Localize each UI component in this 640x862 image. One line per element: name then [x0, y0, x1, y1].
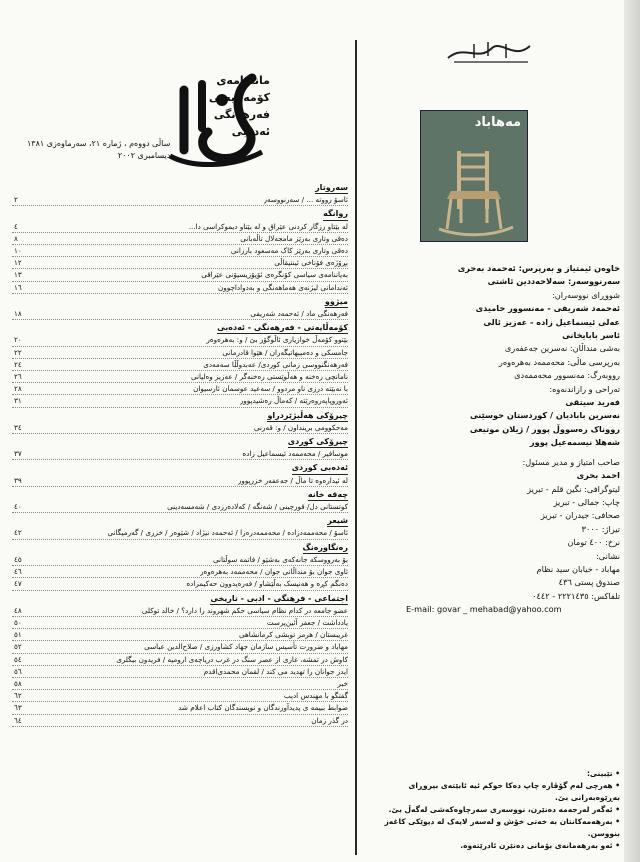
chair-illustration-icon — [421, 111, 527, 241]
toc-title: یادداشت / جعفر آئین‌پرست — [266, 617, 348, 627]
toc-page: ٢٨ — [14, 384, 22, 394]
toc-row — [12, 245, 348, 257]
toc-title: ئاسۆ / محەممەدزادە / محەممەدرەزا / ئەحمەد نیژاد / شێوەر / خزری / گەرمیگانی — [107, 528, 348, 538]
toc-page: ١٣ — [14, 270, 22, 280]
toc-page: ٤ — [14, 221, 18, 231]
toc-title: با نەبێتە درزی ناو مردوو / سەعید عوسمان ئارسیوان — [193, 384, 348, 394]
design-heading: تەراحی و رازاندنەوە: — [549, 383, 620, 394]
toc-title: بەیاننامەی سیاسی کۆنگرەی ئۆپۆزیسیۆنی عێراقی — [201, 270, 348, 280]
toc-page: ١٠ — [14, 246, 22, 256]
toc-page: ٤٥ — [14, 554, 22, 564]
toc-title: ئاسۆ رووتە ... / سەرنووسەر — [263, 195, 348, 205]
note-item: • بەرهەمەکانتان بە خەتی خۆش و لەسەر لایەک لە دیوێکی کاغەز بنووسن. — [384, 817, 620, 838]
masthead-line: ئەدەبی — [231, 125, 270, 138]
editor-line: سەرنووسەر: سەلاحەددین ئاشتی — [487, 276, 620, 287]
toc-title: عضو جامعه در کدام نظام سیاسی حکم شهروند را دارد؟ / خالد توکلی — [141, 605, 348, 615]
council-heading: شووڕای نووسەران: — [551, 289, 620, 300]
issue-meta — [27, 138, 170, 162]
masthead-line: کۆمەڵایەتی — [208, 91, 270, 104]
telfax-line: تلفاکس: ٢٢٢١٤٣٥ - ٠٤٤٢ — [532, 590, 620, 601]
toc-page: ٥٢ — [14, 642, 22, 652]
toc-section-heading: کۆمەڵایەتی - فەرهەنگی - ئەدەبی — [217, 322, 348, 334]
toc-page: ٣٧ — [14, 449, 22, 459]
toc-page: ٥٠ — [14, 617, 22, 627]
finance-line: بەرپرسی ماڵی: محەممەد بەهرەوەر — [498, 356, 620, 367]
toc-row — [12, 347, 348, 359]
column-divider — [355, 40, 357, 855]
toc-section-heading: چەقە خانە — [308, 489, 348, 501]
toc-title: دەقی وتاری بەرێز مامجەلال تاڵەبانی — [240, 233, 348, 243]
toc-page: ١٨ — [14, 309, 22, 319]
toc-row — [12, 359, 348, 371]
toc-page: ٢ — [14, 195, 18, 205]
toc-page: ٤٠ — [14, 502, 22, 512]
toc-row — [12, 527, 348, 539]
council-line: ئاسر بابایخانی — [562, 330, 620, 341]
toc-row — [12, 617, 348, 629]
toc-row — [12, 282, 348, 294]
toc-title: غریبستان / هرمز توبشی کرمانشاهی — [238, 630, 348, 640]
toc-row — [12, 308, 348, 320]
toc-row — [12, 501, 348, 513]
toc-row — [12, 371, 348, 383]
toc-row — [12, 629, 348, 641]
toc-title: دەقی وتاری بەرێز کاک مەسعود بارزانی — [230, 246, 348, 256]
toc-page: ٢٦ — [14, 372, 22, 382]
toc-title: لە بێتاو رزگار کردنی عێراق و لە بێتاو دیموکراسی دا... — [188, 221, 348, 231]
toc-title: ضوابط ببیمه ی پدیدآورندگان و نویسندگان کتاب اعلام شد — [178, 703, 348, 713]
bismillah-calligraphy-icon — [444, 38, 534, 66]
toc-row — [12, 334, 348, 346]
toc-section-heading: رەنگاورەنگ — [303, 542, 348, 554]
design-line: شەهلا نیسمەعیل پوور — [529, 437, 620, 448]
toc-page: ٣٩ — [14, 475, 22, 485]
toc-title: کوتستانی دل/ قورچینی / شەنگە / کەلادەرزدی / شەمسەدینی — [167, 502, 348, 512]
issue-number: ساڵی دووەم ، ژمارە ٢١، سەرماوەزی ١٣٨١ — [27, 139, 171, 148]
publisher-name: احمد بحری — [576, 470, 620, 481]
po-box-line: صندوق پستی ٤٣٦ — [558, 577, 620, 588]
notes-heading: • تێبینی: — [586, 769, 620, 778]
cover-title: مەهاباد — [474, 115, 521, 130]
print-line: چاپ: جمالی - تبریز — [553, 496, 620, 507]
toc-title: خبر — [337, 678, 348, 688]
toc-title: ئەوروپاپەروەرێتە / کەماڵ رەشیدپوور — [239, 396, 348, 406]
masthead-line: مانگنامەی — [216, 74, 270, 87]
toc-title: ئەندامانی لیژنەی هەماهەنگی و بەدواداچوون — [218, 282, 348, 292]
toc-row — [12, 422, 348, 434]
binding-line: صحافی: جیدران - تبریز — [540, 510, 620, 521]
note-item: • ئەو بەرهەمانەی بۆمانی دەنێرن ئادرێتەوە. — [460, 841, 620, 850]
toc-page: ٦٤ — [14, 715, 22, 725]
address-heading: نشانی: — [596, 550, 620, 561]
toc-page: ٤٦ — [14, 567, 22, 577]
colophon — [362, 262, 620, 617]
toc-row — [12, 654, 348, 666]
toc-row — [12, 566, 348, 578]
toc-page: ٤٨ — [14, 605, 22, 615]
toc-row — [12, 475, 348, 487]
toc-title: دەنگم کڕە و هەنیسک بەڵێشاو / فەرەیدوون حەکیمزادە — [186, 579, 348, 589]
design-line: فەرید سیتقی — [565, 397, 620, 408]
address-line: مهاباد - خیابان سید نظام — [536, 563, 620, 574]
table-of-contents — [12, 180, 348, 727]
toc-title: مەحکوومی برینداون / و: قەرنی — [254, 422, 348, 432]
toc-page: ٥٦ — [14, 666, 22, 676]
toc-page: ٦٣ — [14, 703, 22, 713]
toc-page: ٤٧ — [14, 579, 22, 589]
toc-row — [12, 257, 348, 269]
toc-page: ٥٤ — [14, 654, 22, 664]
toc-title: بێتوو کۆمەڵ خوازیاری ئاڵوگۆر بێ / و: بەهرەوەر — [206, 335, 348, 345]
publisher-heading: صاحب امتیاز و مدیر مسئول: — [522, 456, 620, 467]
toc-row — [12, 221, 348, 233]
toc-page: ٨ — [14, 233, 18, 243]
design-line: رووناک رەسووڵ پوور / ژیلان موتیعی — [469, 423, 620, 434]
toc-page: ٥١ — [14, 630, 22, 640]
toc-section-heading: سەروتار — [315, 182, 348, 194]
toc-row — [12, 233, 348, 245]
toc-page: ١٢ — [14, 258, 22, 268]
children-section-line: بەشی منداڵان: نەسرین جەعفەری — [504, 343, 620, 354]
toc-section-heading: ئەدەبی کوردی — [292, 462, 348, 474]
toc-row — [12, 578, 348, 590]
toc-title: بڕۆژەی فۆناخی ئینتیقاڵی — [274, 258, 348, 268]
toc-title: جامسکی و دەمیبھاتیگەران / هێوا قادرمانی — [222, 347, 348, 357]
toc-row — [12, 702, 348, 714]
toc-row — [12, 641, 348, 653]
toc-title: بۆ بەرووسکە جانەکەی بەشێو / فاتمە سوڵتانی — [212, 554, 348, 564]
toc-row — [12, 554, 348, 566]
owner-line: خاوەن ئیمتیاز و بەرپرس: ئەحمەد بەحری — [457, 263, 620, 273]
lithography-line: لیتوگرافی: نگین قلم - تبریز — [527, 483, 620, 494]
toc-page: ٢٠ — [14, 335, 22, 345]
toc-row — [12, 383, 348, 395]
toc-row — [12, 605, 348, 617]
toc-title: گفتگو با مهندس ادیب — [283, 691, 348, 701]
council-line: عەلی ئیسماعیل زادە - عەزیز ئالی — [483, 316, 620, 327]
toc-page: ٢٢ — [14, 347, 22, 357]
price-line: نرخ: ٤٠٠ تومان — [567, 537, 620, 548]
notes-box — [362, 768, 620, 852]
toc-section-heading: میژوو — [325, 296, 348, 308]
cover-design-line: رووبەرگ: مەنسوور محەممەدی — [514, 370, 620, 381]
email-line: E-mail: govar _ mehabad@yahoo.com — [406, 604, 562, 615]
toc-page: ٥٨ — [14, 678, 22, 688]
toc-title: ایدز جوانان را تهدید می کند / لقمان محمدی‌اقدم — [203, 666, 348, 676]
toc-page: ٦٢ — [14, 691, 22, 701]
toc-title: فەرهەنگنووسی زمانی کوردی/ عەبدوڵڵا سەمەدی — [203, 359, 348, 369]
issue-date: دیسامبری ٢٠٠٢ — [117, 151, 171, 160]
toc-row — [12, 395, 348, 407]
design-line: نەسرین بابادیان / کوردستان حوسێنی — [470, 410, 620, 421]
masthead — [12, 60, 348, 180]
toc-title: ئاوی جوان بۆ منداڵانی جوان / محەممەد بەهرەوەر — [200, 567, 348, 577]
note-item: • ئەگەر لەرجەمە دەنێرن، نووسەری سەرچاوەکەشی لەگەڵ بێ. — [388, 805, 620, 814]
toc-section-heading: شیعر — [327, 515, 348, 527]
toc-section-heading: چیرۆکی کوردی — [288, 436, 348, 448]
toc-row — [12, 448, 348, 460]
toc-row — [12, 715, 348, 727]
toc-column — [12, 60, 348, 727]
note-item: • هەرچی لەم گۆڤارە چاپ دەکا حوکم ئیە ئابێتەی بیروڕای بەڕێوەبەرانی بێ. — [408, 781, 620, 802]
toc-row — [12, 666, 348, 678]
masthead-line: فەرهەنگی — [213, 108, 270, 121]
circulation-line: تیراژ: ٣٠٠٠ — [581, 523, 620, 534]
toc-section-heading: اجتماعی - فرهنگی - ادبی - تاریخی — [210, 593, 348, 605]
scan-edge — [624, 0, 640, 862]
toc-page: ١٦ — [14, 282, 22, 292]
toc-page: ٤٢ — [14, 528, 22, 538]
toc-title: فەرهەنگی ماد / ئەحمەد شەریفی — [250, 309, 348, 319]
toc-page: ٣٤ — [14, 422, 22, 432]
toc-title: نامانچی رەخنە و هەڵوێستی رەخنەگر / عەزیز وەلیانی — [190, 372, 348, 382]
toc-page: ٢٤ — [14, 359, 22, 369]
toc-row — [12, 678, 348, 690]
toc-title: لە ئیدارەوە تا ماڵ / جەعفەر خزرپوور — [237, 475, 348, 485]
toc-title: در گذر زمان — [311, 715, 348, 725]
toc-page: ٣١ — [14, 396, 22, 406]
toc-title: مهاباد و ضرورت تأسیس سازمان جهاد کشاورزی / صلاح‌الدین عباسی — [144, 642, 348, 652]
masthead-title — [209, 72, 270, 140]
toc-row — [12, 194, 348, 206]
toc-title: موسافیر / محەممەد ئیسماعیل زادە — [242, 449, 348, 459]
cover-thumbnail — [420, 110, 528, 242]
toc-section-heading: چیرۆکی هەڵبژێردراو — [267, 410, 348, 422]
toc-title: کاوش در تمشه، غاری از عصر سنگ در غرب دریاچه‌ی ارومیه / فریدون بیگلری — [116, 654, 348, 664]
toc-row — [12, 690, 348, 702]
toc-section-heading: روانگە — [323, 208, 348, 220]
council-line: ئەحمەد شەریفی - مەنسوور حامیدی — [475, 303, 620, 314]
toc-row — [12, 269, 348, 281]
